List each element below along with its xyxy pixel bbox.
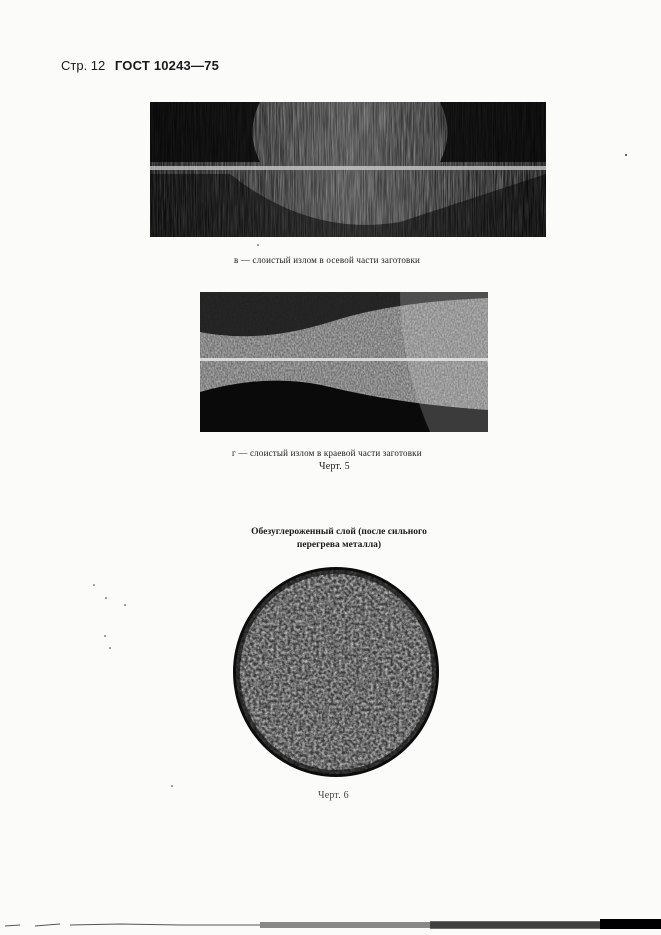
decarburized-layer-photo (231, 566, 441, 778)
fracture-photo-edge (200, 292, 488, 432)
figure-6-label: Черт. 6 (318, 790, 349, 801)
page-number: Стр. 12 (61, 58, 106, 73)
figure-6-heading-line-2: перегрева металла) (296, 540, 382, 550)
figure-5-label: Черт. 5 (319, 461, 350, 472)
figure-6-heading-line-1: Обезуглероженный слой (после сильного (251, 527, 427, 537)
standard-designation: ГОСТ 10243—75 (114, 58, 220, 73)
figure-6-heading (226, 526, 452, 552)
caption-edge-fracture: г — слоистый излом в краевой части заготовки (232, 448, 422, 458)
page-header (61, 58, 219, 73)
caption-axial-fracture: в — слоистый излом в осевой части заготовки (234, 255, 421, 265)
fracture-photo-axial (150, 102, 546, 237)
